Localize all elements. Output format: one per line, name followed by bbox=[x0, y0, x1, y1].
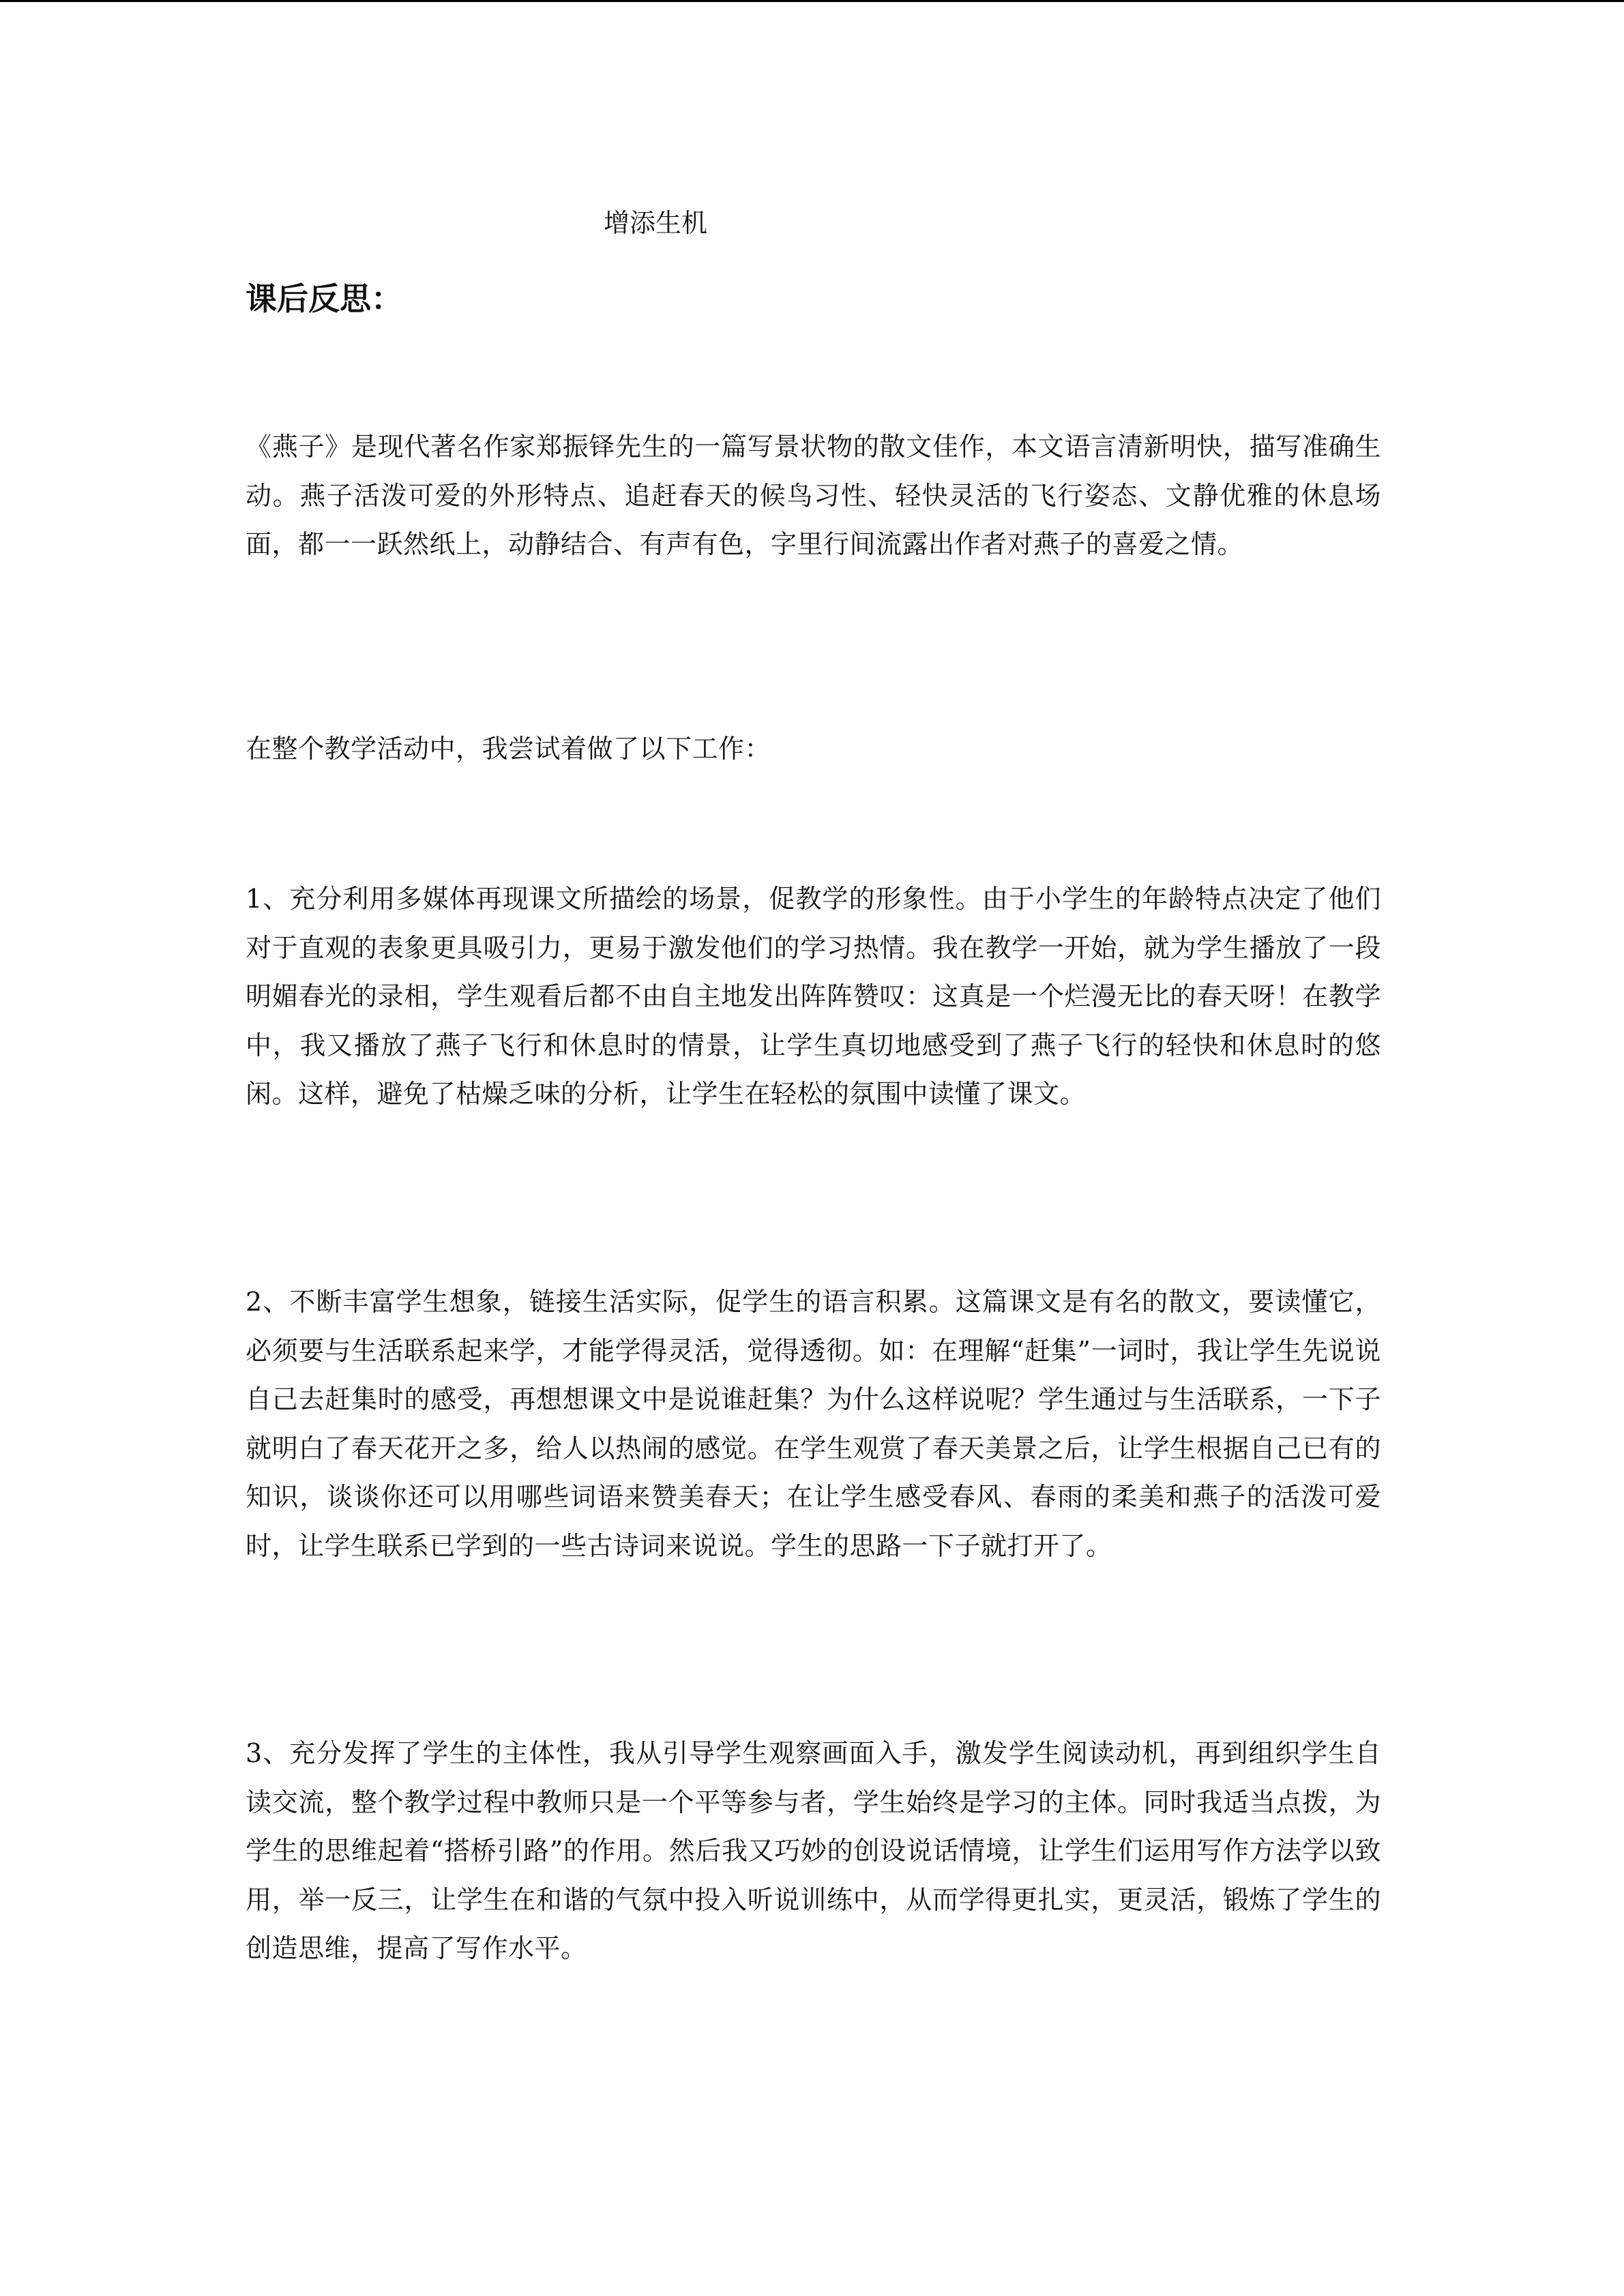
document-title: 增添生机 bbox=[604, 208, 708, 238]
section-heading: 课后反思： bbox=[246, 280, 402, 317]
paragraph-point-3: 3、充分发挥了学生的主体性，我从引导学生观察画面入手，激发学生阅读动机，再到组织学生自读交流，整个教学过程中教师只是一个平等参与者，学生始终是学习的主体。同时我适当点拨，为学生的思维起着“搭桥引路”的作用。然后我又巧妙的创设说话情境，让学生们运用写作方法学以致用，举一反三，让学生在和谐的气氛中投入听说训练中，从而学得更扎实，更灵活，锻炼了学生的创造思维，提高了写作水平。 bbox=[246, 1738, 1381, 1963]
paragraph-point-2: 2、不断丰富学生想象，链接生活实际，促学生的语言积累。这篇课文是有名的散文，要读懂它，必须要与生活联系起来学，才能学得灵活，觉得透彻。如：在理解“赶集”一词时，我让学生先说说自己去赶集时的感受，再想想课文中是说谁赶集？为什么这样说呢？学生通过与生活联系，一下子就明白了春天花开之多，给人以热闹的感觉。在学生观赏了春天美景之后，让学生根据自己已有的知识，谈谈你还可以用哪些词语来赞美春天；在让学生感受春风、春雨的柔美和燕子的活泼可爱时，让学生联系已学到的一些古诗词来说说。学生的思路一下子就打开了。 bbox=[246, 1287, 1381, 1561]
paragraph-intro: 《燕子》是现代著名作家郑振铎先生的一篇写景状物的散文佳作，本文语言清新明快，描写准确生动。燕子活泼可爱的外形特点、追赶春天的候鸟习性、轻快灵活的飞行姿态、文静优雅的休息场面，都一一跃然纸上，动静结合、有声有色，字里行间流露出作者对燕子的喜爱之情。 bbox=[246, 432, 1381, 559]
page-top-border bbox=[0, 0, 1624, 2]
paragraph-point-1: 1、充分利用多媒体再现课文所描绘的场景，促教学的形象性。由于小学生的年龄特点决定了他们对于直观的表象更具吸引力，更易于激发他们的学习热情。我在教学一开始，就为学生播放了一段明媚春光的录相，学生观看后都不由自主地发出阵阵赞叹：这真是一个烂漫无比的春天呀！在教学中，我又播放了燕子飞行和休息时的情景，让学生真切地感受到了燕子飞行的轻快和休息时的悠闲。这样，避免了枯燥乏味的分析，让学生在轻松的氛围中读懂了课文。 bbox=[246, 884, 1381, 1109]
paragraph-lead-in: 在整个教学活动中，我尝试着做了以下工作： bbox=[246, 734, 771, 764]
